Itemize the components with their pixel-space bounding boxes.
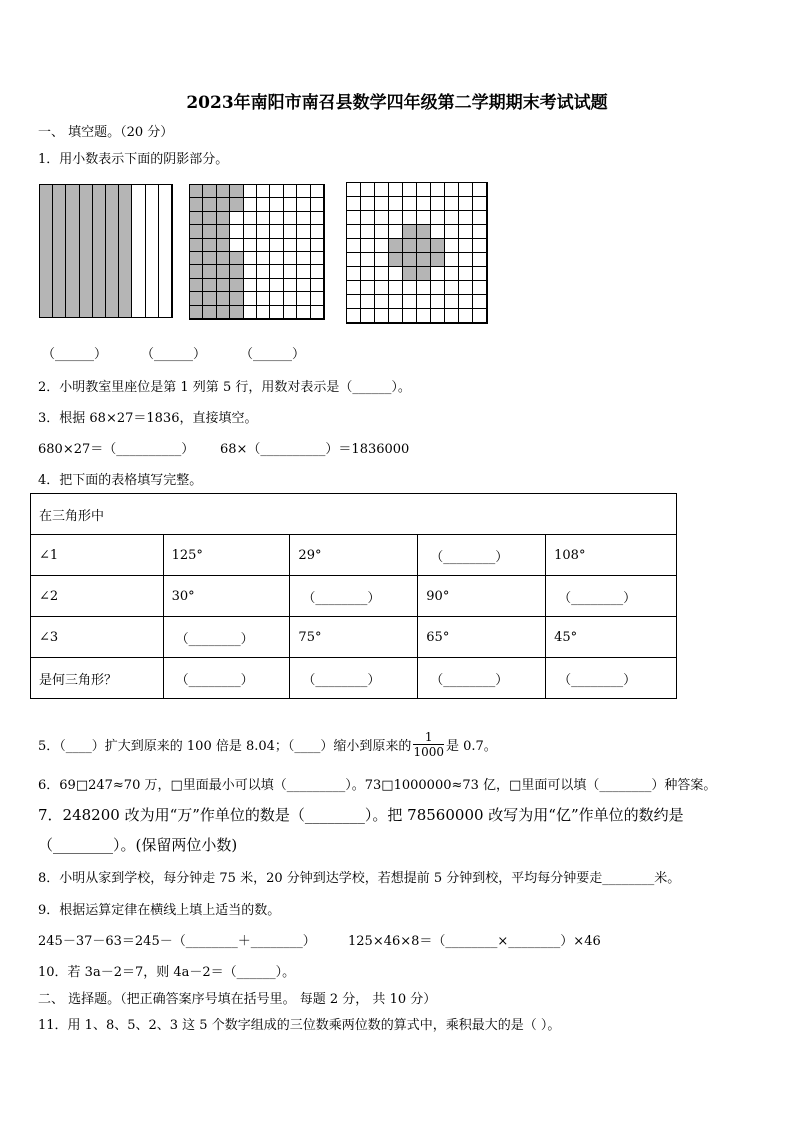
figure-cell	[230, 279, 243, 292]
figure-cell	[403, 281, 417, 295]
figure-cell	[190, 185, 203, 198]
figure-cell	[445, 309, 459, 323]
table-cell[interactable]: （________）	[418, 658, 546, 699]
figure-cell	[417, 309, 431, 323]
figure-cell	[284, 225, 297, 238]
blank-1[interactable]: （______）	[42, 347, 108, 362]
figure-cell	[375, 267, 389, 281]
figure-cell	[270, 239, 283, 252]
figure-cell	[375, 211, 389, 225]
figure-cell	[53, 185, 66, 317]
figure-cell	[389, 239, 403, 253]
figure-cell	[403, 225, 417, 239]
strip-figure	[39, 184, 173, 318]
figure-cell	[257, 279, 270, 292]
figure-cell	[217, 185, 230, 198]
question-7-line1: 7．248200 改为用“万”作单位的数是（________）。把 78560000 改写为用“亿”作单位的数约是	[38, 806, 684, 824]
figure-cell	[361, 267, 375, 281]
figure-cell	[311, 265, 324, 278]
figure-cell	[417, 253, 431, 267]
figure-cell	[375, 281, 389, 295]
figure-cell	[417, 211, 431, 225]
figure-cell	[375, 309, 389, 323]
figure-cell	[297, 252, 310, 265]
question-7-line2: （________）。(保留两位小数)	[38, 836, 238, 854]
figure-cell	[445, 281, 459, 295]
figure-cell	[244, 212, 257, 225]
figure-cell	[347, 183, 361, 197]
figure-cell	[431, 211, 445, 225]
figure-cell	[417, 239, 431, 253]
figure-cell	[459, 183, 473, 197]
figure-cell	[257, 265, 270, 278]
table-cell: 125°	[163, 535, 290, 576]
figure-cell	[217, 198, 230, 211]
figure-cell	[311, 252, 324, 265]
table-cell[interactable]: （________）	[418, 535, 546, 576]
figure-cell	[389, 225, 403, 239]
figure-cell	[389, 211, 403, 225]
figure-cell	[230, 225, 243, 238]
figure-cell	[270, 292, 283, 305]
figure-cell	[190, 265, 203, 278]
figure-cell	[375, 197, 389, 211]
figure-cell	[347, 281, 361, 295]
figure-cell	[361, 253, 375, 267]
figure-cell	[190, 306, 203, 319]
figure-cell	[459, 197, 473, 211]
figure-cell	[403, 197, 417, 211]
figure-cell	[203, 279, 216, 292]
figure-cell	[389, 197, 403, 211]
figure-cell	[311, 225, 324, 238]
table-cell: 29°	[290, 535, 418, 576]
figure-cell	[257, 198, 270, 211]
table-cell[interactable]: （________）	[290, 576, 418, 617]
figure-cell	[297, 225, 310, 238]
figure-cell	[190, 225, 203, 238]
figure-cell	[347, 295, 361, 309]
figure-cell	[389, 281, 403, 295]
figure-cell	[431, 281, 445, 295]
figure-cell	[361, 281, 375, 295]
section-1-heading: 一、 填空题。（20 分）	[38, 125, 174, 140]
figure-cell	[445, 183, 459, 197]
figure-cell	[257, 252, 270, 265]
figure-cell	[445, 197, 459, 211]
figure-cell	[347, 197, 361, 211]
figure-cell	[244, 279, 257, 292]
figure-cell	[270, 306, 283, 319]
figure-cell	[217, 279, 230, 292]
table-cell: ∠3	[31, 617, 164, 658]
figure-cell	[297, 239, 310, 252]
figure-cell	[445, 267, 459, 281]
figure-cell	[270, 279, 283, 292]
figure-cell	[244, 198, 257, 211]
grid-figure-1	[189, 184, 325, 320]
table-cell[interactable]: （________）	[290, 658, 418, 699]
figure-cell	[445, 253, 459, 267]
figure-cell	[270, 252, 283, 265]
figure-cell	[389, 183, 403, 197]
figure-cell	[284, 252, 297, 265]
figure-cell	[203, 185, 216, 198]
figure-cell	[190, 279, 203, 292]
figure-cell	[230, 292, 243, 305]
figure-cell	[244, 225, 257, 238]
figure-cell	[203, 225, 216, 238]
figure-cell	[403, 183, 417, 197]
figure-cell	[417, 267, 431, 281]
table-cell: 65°	[418, 617, 546, 658]
figure-cell	[297, 306, 310, 319]
figure-cell	[311, 306, 324, 319]
figure-cell	[270, 198, 283, 211]
figure-cell	[459, 281, 473, 295]
figure-cell	[459, 295, 473, 309]
table-cell: 75°	[290, 617, 418, 658]
question-3a: 680×27＝（__________）	[38, 442, 195, 457]
figure-cell	[473, 309, 487, 323]
figure-cell	[375, 253, 389, 267]
table-cell[interactable]: （________）	[163, 658, 290, 699]
question-8: 8．小明从家到学校，每分钟走 75 米，20 分钟到达学校，若想提前 5 分钟到校，平均每分钟要走________米。	[38, 871, 681, 886]
figure-cell	[473, 239, 487, 253]
figure-cell	[361, 225, 375, 239]
question-5-part2: 是 0.7。	[445, 739, 497, 754]
figure-cell	[217, 306, 230, 319]
figure-cell	[217, 265, 230, 278]
figure-cell	[93, 185, 106, 317]
figure-cell	[361, 183, 375, 197]
figure-cell	[230, 185, 243, 198]
figure-cell	[257, 212, 270, 225]
figure-cell	[190, 252, 203, 265]
figure-cell	[445, 211, 459, 225]
figure-cell	[257, 239, 270, 252]
figure-cell	[361, 309, 375, 323]
figure-cell	[403, 295, 417, 309]
figure-cell	[230, 198, 243, 211]
figure-cell	[284, 292, 297, 305]
figure-cell	[361, 211, 375, 225]
figure-cell	[375, 239, 389, 253]
table-row	[31, 617, 677, 658]
figure-cell	[389, 267, 403, 281]
figure-cell	[244, 292, 257, 305]
table-cell: 108°	[546, 535, 677, 576]
triangle-table	[30, 493, 677, 699]
figure-cell	[284, 185, 297, 198]
question-9: 9．根据运算定律在横线上填上适当的数。	[38, 903, 281, 918]
question-5	[38, 730, 497, 759]
question-1: 1．用小数表示下面的阴影部分。	[38, 152, 229, 167]
figure-cell	[431, 295, 445, 309]
table-cell: 是何三角形？	[31, 658, 164, 699]
figure-cell	[284, 239, 297, 252]
figure-cell	[347, 253, 361, 267]
figure-cell	[417, 281, 431, 295]
figure-cell	[375, 225, 389, 239]
figure-cell	[431, 309, 445, 323]
question-10: 10．若 3a－2＝7，则 4a－2＝（______）。	[38, 965, 296, 980]
figure-cell	[389, 309, 403, 323]
figure-cell	[473, 267, 487, 281]
question-6: 6．69□247≈70 万，□里面最小可以填（_________）。73□1000000≈73 亿，□里面可以填（________）种答案。	[38, 778, 717, 793]
question-4: 4．把下面的表格填写完整。	[38, 473, 203, 488]
figure-cell	[297, 292, 310, 305]
figure-cell	[66, 185, 79, 317]
figure-cell	[257, 225, 270, 238]
figure-cell	[230, 239, 243, 252]
question-5-part1: 5．（____）扩大到原来的 100 倍是 8.04；（____）缩小到原来的	[38, 739, 412, 754]
figure-cell	[403, 239, 417, 253]
figure-cell	[403, 211, 417, 225]
figure-cell	[217, 212, 230, 225]
figure-cell	[297, 265, 310, 278]
question-2: 2．小明教室里座位是第 1 列第 5 行，用数对表示是（______）。	[38, 380, 411, 395]
figure-cell	[473, 295, 487, 309]
figure-cell	[311, 185, 324, 198]
figure-cell	[230, 212, 243, 225]
figure-cell	[132, 185, 145, 317]
figure-cell	[417, 295, 431, 309]
figure-cell	[146, 185, 159, 317]
figure-cell	[40, 185, 53, 317]
table-cell: 45°	[546, 617, 677, 658]
figure-cell	[244, 239, 257, 252]
question-9b: 125×46×8＝（________×________）×46	[348, 934, 601, 949]
table-cell[interactable]: （________）	[163, 617, 290, 658]
table-row	[31, 658, 677, 699]
fraction-numerator: 1	[413, 730, 444, 745]
figure-cell	[244, 265, 257, 278]
figure-cell	[403, 309, 417, 323]
figure-cell	[347, 309, 361, 323]
figure-cell	[203, 212, 216, 225]
figure-cell	[217, 239, 230, 252]
figure-cell	[297, 279, 310, 292]
figure-cell	[311, 279, 324, 292]
figure-cell	[284, 212, 297, 225]
figure-cell	[445, 239, 459, 253]
figure-cell	[445, 225, 459, 239]
figure-cell	[270, 185, 283, 198]
figure-cell	[203, 198, 216, 211]
table-cell: ∠1	[31, 535, 164, 576]
figure-cell	[106, 185, 119, 317]
figure-cell	[270, 212, 283, 225]
figure-cell	[361, 197, 375, 211]
figure-cell	[431, 267, 445, 281]
question-9a: 245－37－63＝245－（________＋________）	[38, 934, 316, 949]
figure-cell	[473, 281, 487, 295]
figure-cell	[459, 309, 473, 323]
figure-cell	[431, 225, 445, 239]
blank-3[interactable]: （______）	[240, 347, 306, 362]
figure-cell	[244, 252, 257, 265]
figure-cell	[257, 292, 270, 305]
figure-cell	[257, 185, 270, 198]
figure-cell	[459, 225, 473, 239]
figure-cell	[347, 211, 361, 225]
figure-cell	[431, 239, 445, 253]
figure-cell	[473, 253, 487, 267]
figure-cell	[473, 197, 487, 211]
figure-cell	[270, 265, 283, 278]
table-header: 在三角形中	[31, 494, 677, 535]
figure-cell	[361, 239, 375, 253]
figure-cell	[203, 265, 216, 278]
figure-cell	[203, 239, 216, 252]
figure-cell	[459, 267, 473, 281]
figure-cell	[431, 253, 445, 267]
figure-cell	[203, 292, 216, 305]
figure-cell	[445, 295, 459, 309]
figure-cell	[244, 185, 257, 198]
fraction	[413, 730, 444, 759]
figure-cell	[347, 267, 361, 281]
figure-cell	[230, 265, 243, 278]
figure-cell	[347, 239, 361, 253]
figure-cell	[257, 306, 270, 319]
figure-cell	[375, 295, 389, 309]
figure-cell	[459, 211, 473, 225]
figure-cell	[284, 306, 297, 319]
question-11: 11．用 1、8、5、2、3 这 5 个数字组成的三位数乘两位数的算式中，乘积最大的是（ ）。	[38, 1018, 561, 1033]
figure-cell	[389, 295, 403, 309]
figure-cell	[284, 279, 297, 292]
figure-cell	[284, 198, 297, 211]
figure-cell	[473, 183, 487, 197]
figure-cell	[190, 212, 203, 225]
figure-cell	[361, 295, 375, 309]
figure-cell	[431, 197, 445, 211]
figure-cell	[297, 198, 310, 211]
figure-cell	[297, 212, 310, 225]
question-3b: 68×（__________）＝1836000	[220, 442, 410, 457]
figure-cell	[311, 292, 324, 305]
figure-cell	[270, 225, 283, 238]
table-row	[31, 535, 677, 576]
figure-cell	[203, 306, 216, 319]
figure-cell	[203, 252, 216, 265]
page-title: 2023年南阳市南召县数学四年级第二学期期末考试试题	[186, 93, 608, 113]
figure-cell	[217, 252, 230, 265]
figure-cell	[311, 239, 324, 252]
figure-cell	[347, 225, 361, 239]
figure-cell	[217, 292, 230, 305]
fraction-denominator: 1000	[413, 745, 444, 759]
table-cell: 90°	[418, 576, 546, 617]
figure-cell	[403, 267, 417, 281]
figure-cell	[459, 239, 473, 253]
figure-cell	[230, 252, 243, 265]
figure-cell	[375, 183, 389, 197]
figure-cell	[159, 185, 172, 317]
question-3: 3．根据 68×27＝1836，直接填空。	[38, 411, 258, 426]
figure-cell	[459, 253, 473, 267]
figure-cell	[119, 185, 132, 317]
blank-2[interactable]: （______）	[141, 347, 207, 362]
figure-cell	[311, 212, 324, 225]
figure-cell	[284, 265, 297, 278]
table-cell: ∠2	[31, 576, 164, 617]
grid-figure-2	[346, 182, 488, 324]
figure-cell	[431, 183, 445, 197]
figure-cell	[473, 225, 487, 239]
table-row	[31, 576, 677, 617]
figure-cell	[230, 306, 243, 319]
table-cell: 30°	[163, 576, 290, 617]
figure-cell	[403, 253, 417, 267]
figure-cell	[417, 197, 431, 211]
figure-cell	[311, 198, 324, 211]
figure-cell	[473, 211, 487, 225]
table-cell[interactable]: （________）	[546, 576, 677, 617]
figure-cell	[244, 306, 257, 319]
figure-cell	[190, 198, 203, 211]
figure-cell	[389, 253, 403, 267]
figure-cell	[217, 225, 230, 238]
figure-cell	[190, 292, 203, 305]
table-cell[interactable]: （________）	[546, 658, 677, 699]
figure-cell	[417, 225, 431, 239]
figure-cell	[297, 185, 310, 198]
figure-cell	[417, 183, 431, 197]
figure-cell	[190, 239, 203, 252]
figure-cell	[80, 185, 93, 317]
section-2-heading: 二、 选择题。（把正确答案序号填在括号里。 每题 2 分， 共 10 分）	[38, 992, 437, 1007]
